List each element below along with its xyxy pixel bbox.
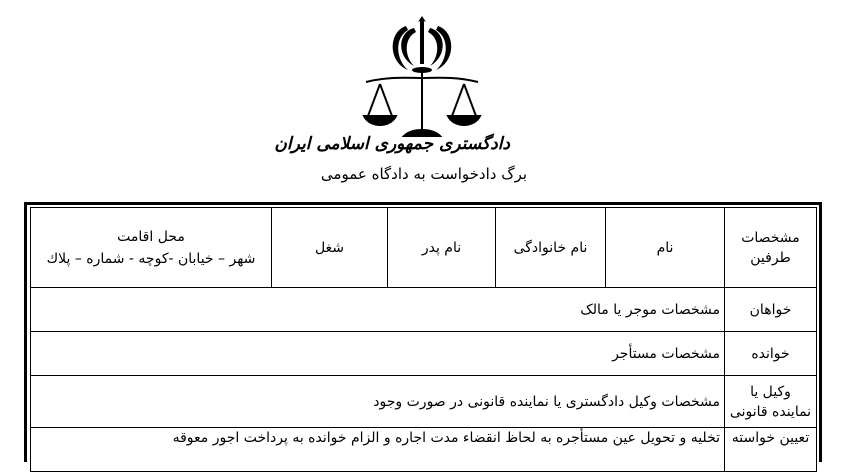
parties-table bbox=[30, 207, 817, 472]
col-family-name: نام خانوادگی bbox=[496, 208, 606, 288]
table-header-row bbox=[31, 208, 817, 288]
form-title: برگ دادخواست به دادگاه عمومی bbox=[320, 165, 528, 183]
row-label-attorney: وکیل یا نماینده قانونی bbox=[725, 376, 817, 428]
allah-emblem bbox=[393, 16, 452, 73]
col-residence bbox=[31, 208, 272, 288]
row-label-claim: تعیین خواسته bbox=[725, 428, 817, 472]
row-value-attorney: مشخصات وكیل دادگستری یا نماینده قانونی در صورت وجود bbox=[31, 376, 725, 428]
table-row bbox=[31, 288, 817, 332]
row-value-claim: تخلیه و تحویل عین مستأجره به لحاظ انقضاء مدت اجاره و الزام خوانده به پرداخت اجور معوقه bbox=[31, 428, 725, 472]
residence-detail: شهر – خیابان -کوچه - شماره – پلاك bbox=[46, 250, 256, 267]
row-label-defendant: خوانده bbox=[725, 332, 817, 376]
residence-title: محل اقامت bbox=[117, 228, 185, 245]
row-label-plaintiff: خواهان bbox=[725, 288, 817, 332]
scales-of-justice bbox=[364, 72, 480, 136]
iran-judiciary-emblem bbox=[360, 12, 484, 140]
table-row bbox=[31, 376, 817, 428]
parties-label: مشخصات طرفين bbox=[725, 208, 817, 288]
judiciary-seal-text: دادگستری جمهوری اسلامی ایران bbox=[274, 134, 510, 154]
table-row bbox=[31, 332, 817, 376]
row-value-defendant: مشخصات مستأجر bbox=[31, 332, 725, 376]
col-occupation: شغل bbox=[272, 208, 388, 288]
row-value-plaintiff: مشخصات موجر یا مالک bbox=[31, 288, 725, 332]
col-father-name: نام پدر bbox=[388, 208, 496, 288]
col-name: نام bbox=[606, 208, 725, 288]
